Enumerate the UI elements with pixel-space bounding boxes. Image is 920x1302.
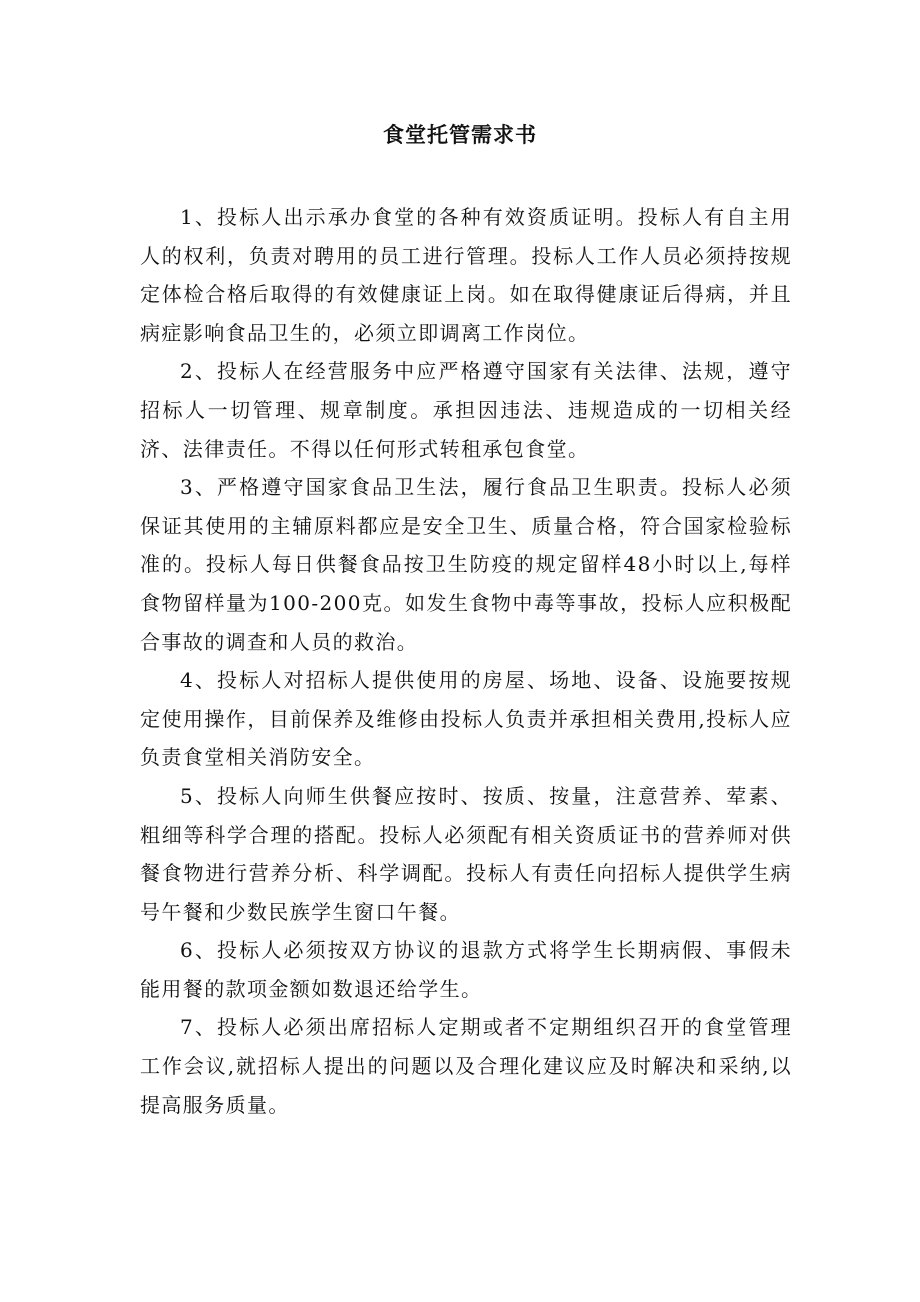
paragraph-6: 6、投标人必须按双方协议的退款方式将学生长期病假、事假未能用餐的款项金额如数退还给学生。 — [140, 938, 792, 1001]
document-title: 食堂托管需求书 — [383, 122, 537, 147]
paragraph-3: 3、严格遵守国家食品卫生法，履行食品卫生职责。投标人必须保证其使用的主辅原料都应是安全卫生、质量合格，符合国家检验标准的。投标人每日供餐食品按卫生防疫的规定留样48小时以上,每样食物留样量为100-200克。如发生食物中毒等事故，投标人应积极配合事故的调查和人员的救治。 — [140, 475, 792, 654]
paragraph-4: 4、投标人对招标人提供使用的房屋、场地、设备、设施要按规定使用操作，目前保养及维修由投标人负责并承担相关费用,投标人应负责食堂相关消防安全。 — [140, 668, 792, 770]
paragraph-7: 7、投标人必须出席招标人定期或者不定期组织召开的食堂管理工作会议,就招标人提出的问题以及合理化建议应及时解决和采纳,以提高服务质量。 — [140, 1015, 792, 1117]
paragraph-2: 2、投标人在经营服务中应严格遵守国家有关法律、法规，遵守招标人一切管理、规章制度。承担因违法、违规造成的一切相关经济、法律责任。不得以任何形式转租承包食堂。 — [140, 359, 792, 461]
paragraph-5: 5、投标人向师生供餐应按时、按质、按量，注意营养、荤素、粗细等科学合理的搭配。投标人必须配有相关资质证书的营养师对供餐食物进行营养分析、科学调配。投标人有责任向招标人提供学生病号午餐和少数民族学生窗口午餐。 — [140, 783, 792, 924]
document-body — [140, 198, 792, 1124]
paragraph-1: 1、投标人出示承办食堂的各种有效资质证明。投标人有自主用人的权利，负责对聘用的员工进行管理。投标人工作人员必须持按规定体检合格后取得的有效健康证上岗。如在取得健康证后得病，并且病症影响食品卫生的，必须立即调离工作岗位。 — [140, 205, 792, 345]
